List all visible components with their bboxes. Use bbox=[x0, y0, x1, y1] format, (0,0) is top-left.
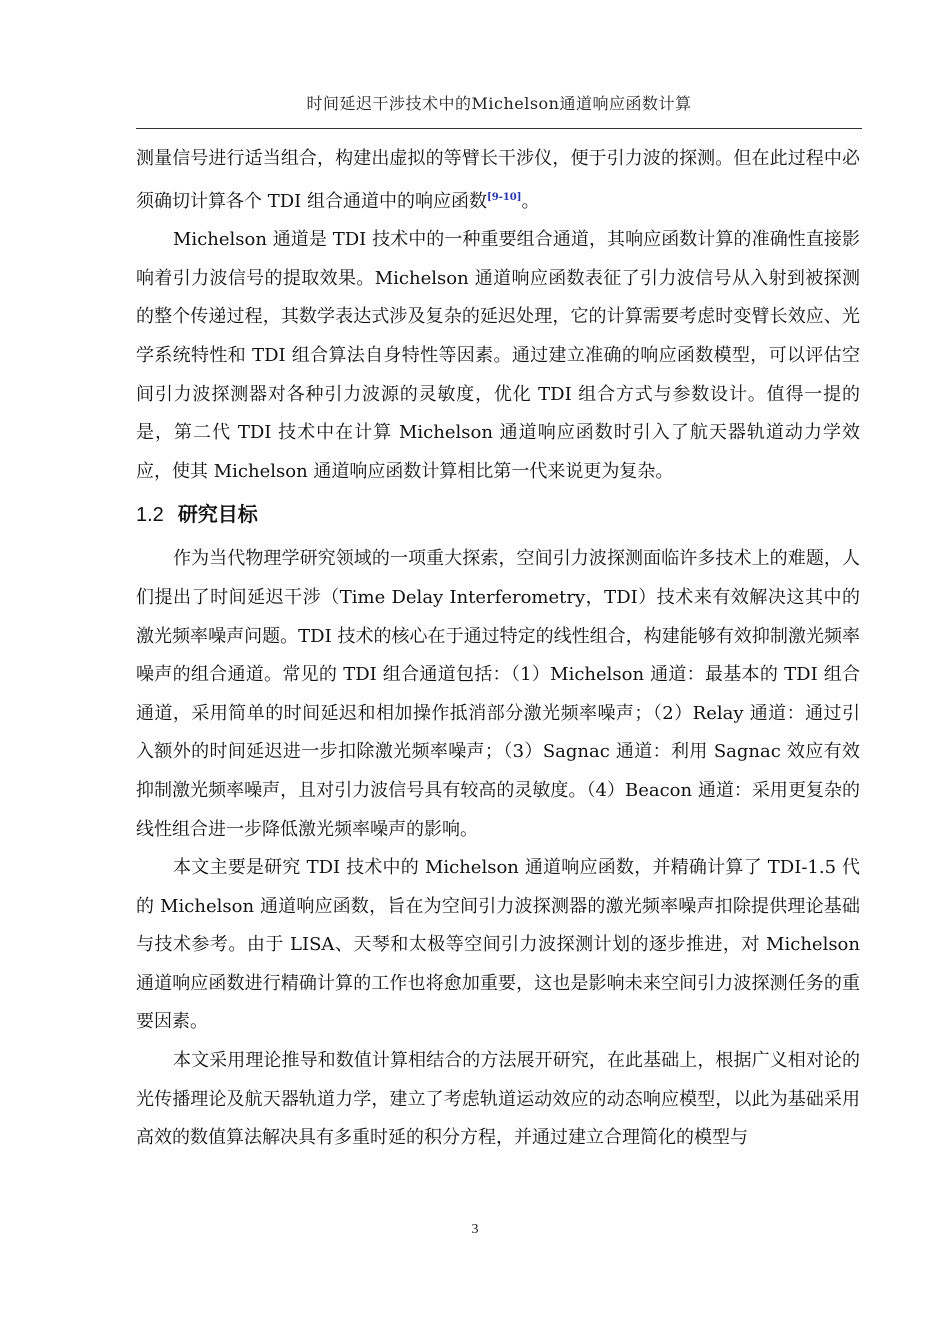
section-heading bbox=[136, 497, 860, 532]
citation-link[interactable]: [9-10] bbox=[487, 191, 522, 203]
running-header: 时间延迟干涉技术中的Michelson通道响应函数计算 bbox=[306, 94, 692, 113]
page-number: 3 bbox=[471, 1222, 479, 1237]
header-rule bbox=[136, 128, 862, 129]
paragraph-1 bbox=[136, 140, 860, 221]
section-number: 1.2 bbox=[136, 504, 164, 527]
body-text bbox=[136, 140, 860, 1158]
paragraph-2: Michelson 通道是 TDI 技术中的一种重要组合通道，其响应函数计算的准确性直接影响着引力波信号的提取效果。Michelson 通道响应函数表征了引力波信号从入射到被探测的整个传递过程，其数学表达式涉及复杂的延迟处理，它的计算需要考虑时变臂长效应、光学系统特性和 TDI 组合算法自身特性等因素。通过建立准确的响应函数模型，可以评估空间引力波探测器对各种引力波源的灵敏度，优化 TDI 组合方式与参数设计。值得一提的是，第二代 TDI 技术中在计算 Michelson 通道响应函数时引入了航天器轨道动力学效应，使其 Michelson 通道响应函数计算相比第一代来说更为复杂。 bbox=[136, 229, 860, 482]
paragraph-3: 作为当代物理学研究领域的一项重大探索，空间引力波探测面临许多技术上的难题，人们提出了时间延迟干涉（Time Delay Interferometry，TDI）技术来有效解决这其中的激光频率噪声问题。TDI 技术的核心在于通过特定的线性组合，构建能够有效抑制激光频率噪声的组合通道。常见的 TDI 组合通道包括：（1）Michelson 通道：最基本的 TDI 组合通道，采用简单的时间延迟和相加操作抵消部分激光频率噪声；（2）Relay 通道：通过引入额外的时间延迟进一步扣除激光频率噪声；（3）Sagnac 通道：利用 Sagnac 效应有效抑制激光频率噪声，且对引力波信号具有较高的灵敏度。（4）Beacon 通道：采用更复杂的线性组合进一步降低激光频率噪声的影响。 bbox=[136, 548, 860, 840]
paragraph-1-end: 。 bbox=[521, 190, 540, 212]
paragraph-1-text: 测量信号进行适当组合，构建出虚拟的等臂长干涉仪，便于引力波的探测。但在此过程中必须确切计算各个 TDI 组合通道中的响应函数 bbox=[136, 148, 860, 212]
paragraph-5: 本文采用理论推导和数值计算相结合的方法展开研究，在此基础上，根据广义相对论的光传播理论及航天器轨道力学，建立了考虑轨道运动效应的动态响应模型，以此为基础采用高效的数值算法解决具有多重时延的积分方程，并通过建立合理简化的模型与 bbox=[136, 1050, 860, 1149]
paragraph-4: 本文主要是研究 TDI 技术中的 Michelson 通道响应函数，并精确计算了 TDI-1.5 代的 Michelson 通道响应函数，旨在为空间引力波探测器的激光频率噪声扣除提供理论基础与技术参考。由于 LISA、天琴和太极等空间引力波探测计划的逐步推进，对 Michelson 通道响应函数进行精确计算的工作也将愈加重要，这也是影响未来空间引力波探测任务的重要因素。 bbox=[136, 857, 860, 1033]
section-title: 研究目标 bbox=[177, 502, 258, 527]
